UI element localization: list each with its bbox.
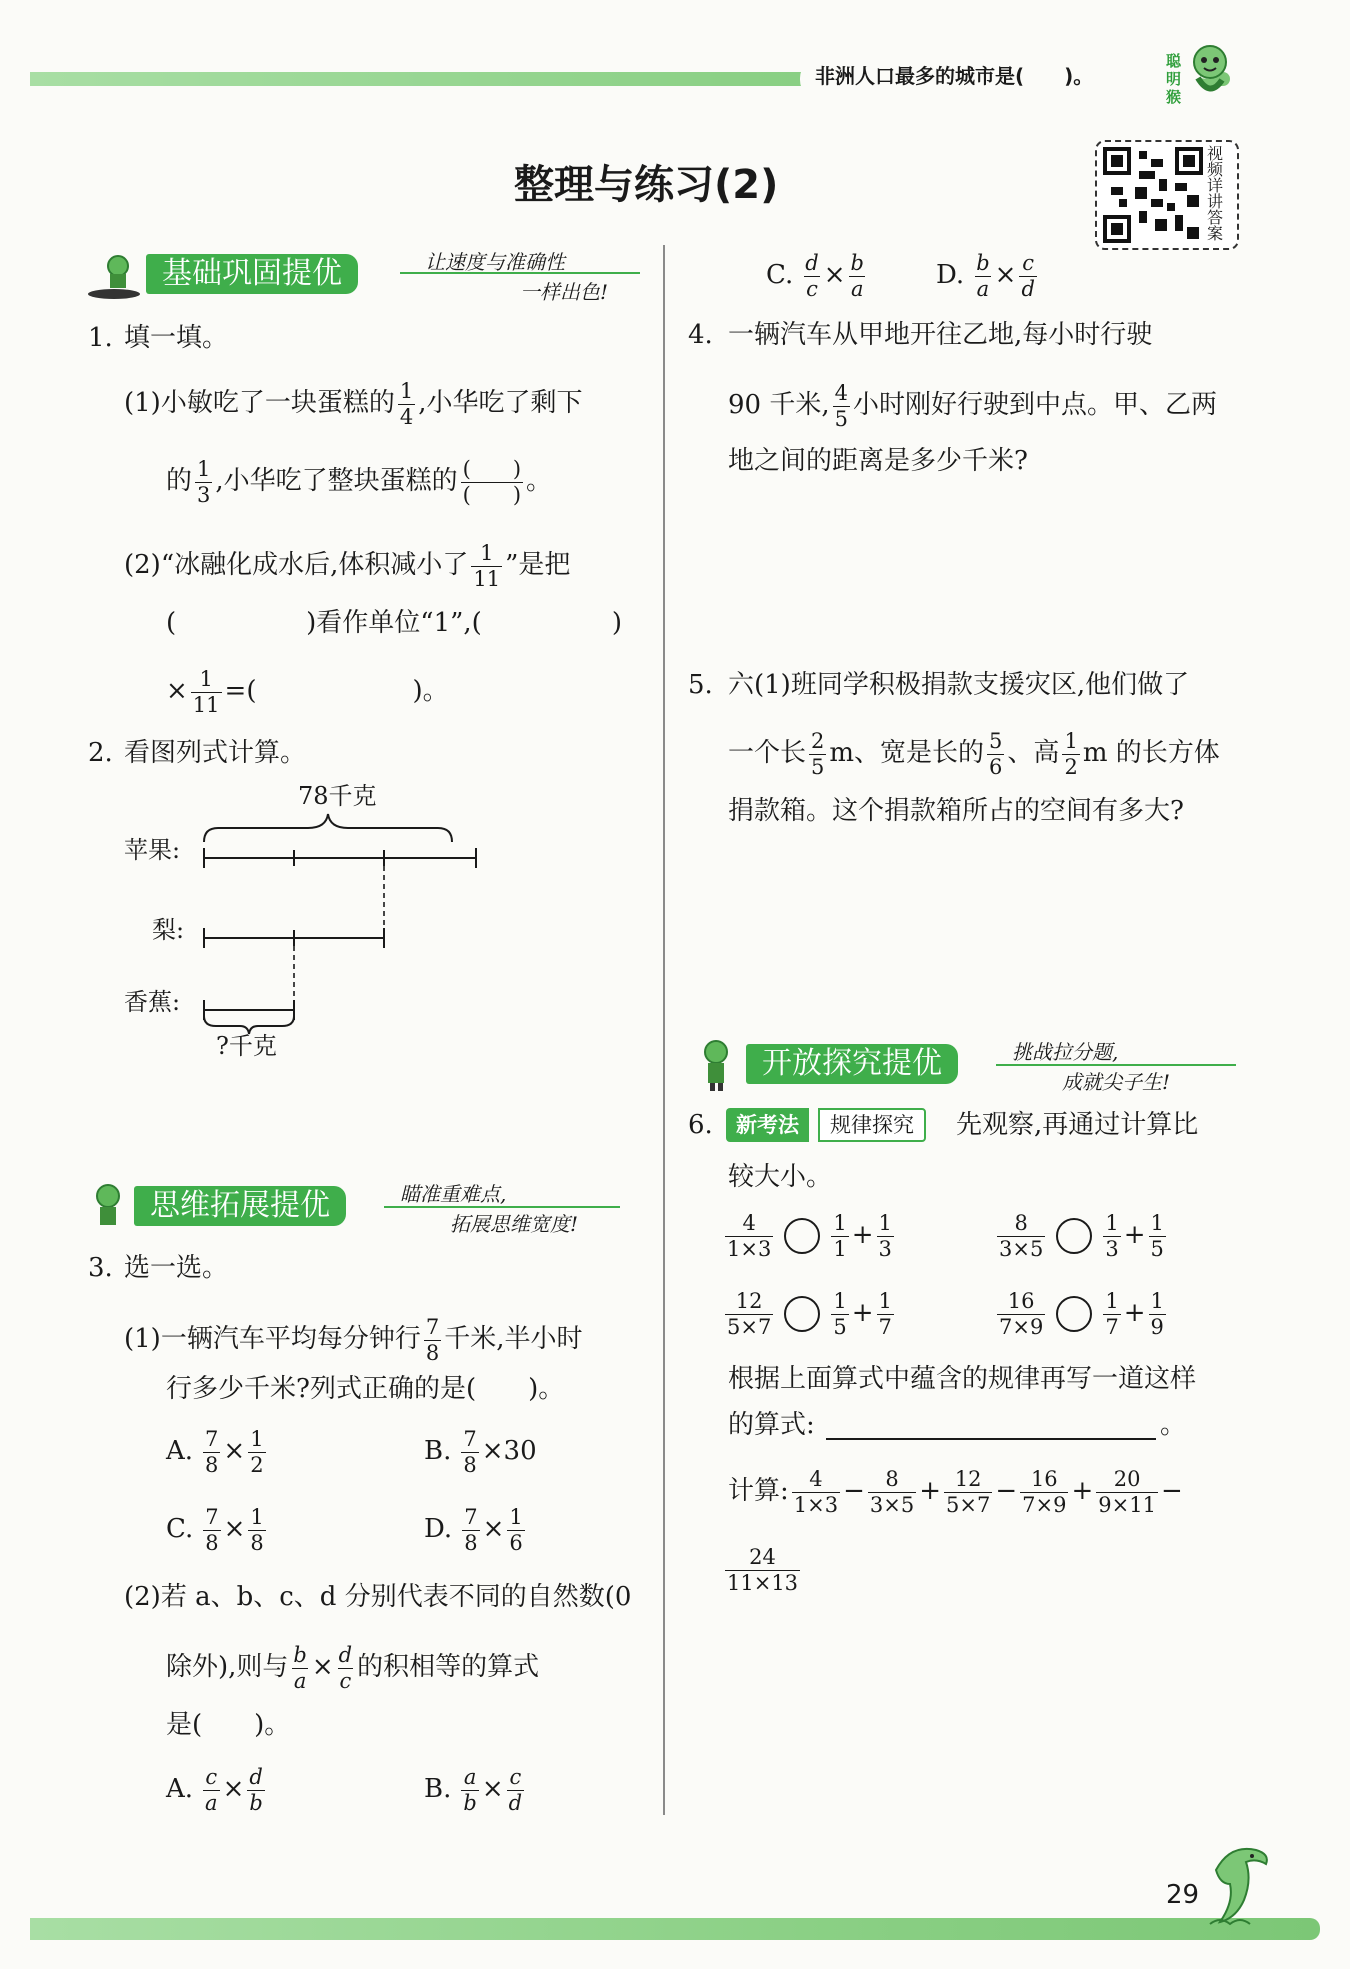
q2-banana-label: 香蕉:: [124, 988, 181, 1016]
denominator: c: [806, 276, 818, 301]
numerator: 1: [1105, 1211, 1119, 1235]
fraction: [461, 1428, 478, 1476]
fraction: [1020, 1468, 1068, 1516]
fraction: [337, 1644, 354, 1692]
denominator: 1: [833, 1236, 847, 1261]
qr-label: 视频详讲答案: [1207, 144, 1224, 243]
fraction: [247, 1766, 264, 1814]
numerator: 5: [989, 729, 1003, 753]
section-3-slogan-2: 成就尖子生!: [1062, 1070, 1171, 1094]
option-letter: B.: [424, 1436, 452, 1467]
q1-part1-line2: [166, 458, 552, 506]
option-letter: D.: [936, 260, 965, 291]
denominator: 7×9: [999, 1314, 1044, 1339]
logo-text: 聪明猴: [1166, 52, 1182, 106]
numerator: 1: [250, 1427, 264, 1451]
denominator: 7×9: [1022, 1492, 1067, 1517]
numerator: 20: [1113, 1467, 1141, 1491]
q3-p1a: (1)一辆汽车平均每分钟行: [124, 1324, 421, 1355]
fraction: [877, 1290, 894, 1338]
numerator: 1: [1064, 729, 1078, 753]
q6-text-2: 较大小。: [728, 1162, 833, 1192]
denominator: 1×3: [727, 1236, 772, 1261]
denominator: 3: [878, 1236, 892, 1261]
denominator: a: [293, 1668, 307, 1693]
numerator: 1: [509, 1505, 523, 1529]
denominator: 3×5: [999, 1236, 1044, 1261]
numerator: 1: [833, 1211, 847, 1235]
fraction: [725, 1212, 773, 1260]
denominator: 8: [205, 1530, 219, 1555]
denominator: c: [339, 1668, 352, 1693]
fraction: [831, 1212, 848, 1260]
denominator: 3×5: [869, 1492, 915, 1517]
q3-part1-line1: [124, 1316, 582, 1364]
denominator: b: [463, 1790, 477, 1815]
denominator: 2: [1064, 754, 1078, 779]
fraction: [987, 730, 1004, 778]
fraction: [248, 1506, 265, 1554]
q6-tag-rule: 规律探究: [818, 1108, 926, 1142]
numerator: 16: [1007, 1289, 1035, 1313]
fraction: [1096, 1468, 1158, 1516]
q4-line1: 一辆汽车从甲地开往乙地,每小时行驶: [728, 320, 1153, 350]
denominator: 8: [464, 1530, 478, 1555]
denominator: a: [205, 1790, 218, 1815]
fraction: [792, 1468, 840, 1516]
minus-sign: −: [995, 1476, 1018, 1507]
numerator: 8: [885, 1467, 899, 1491]
q4-line2: [728, 382, 1217, 430]
compare-circle[interactable]: [784, 1218, 820, 1254]
denominator: d: [508, 1790, 523, 1815]
numerator: 1: [878, 1211, 892, 1235]
q5-line1: 六(1)班同学积极捐款支援灾区,他们做了: [728, 670, 1190, 700]
calc-label: 计算:: [728, 1476, 789, 1507]
denominator: 2: [250, 1452, 264, 1477]
q2-line-diagram: [190, 800, 490, 1040]
q6-number: 6.: [688, 1110, 713, 1140]
fraction: [1149, 1290, 1166, 1338]
q3-part1-line2[interactable]: 行多少千米?列式正确的是( )。: [166, 1374, 565, 1404]
fraction: [944, 1468, 992, 1516]
q6-compare-2: [994, 1212, 1169, 1260]
denominator: 9×11: [1098, 1492, 1156, 1517]
compare-circle[interactable]: [1056, 1218, 1092, 1254]
page-number: 29: [1166, 1880, 1200, 1910]
fraction: [974, 252, 991, 300]
fraction: [291, 1644, 308, 1692]
header-note: 非洲人口最多的城市是( )。: [815, 64, 1094, 88]
numerator: 7: [464, 1505, 478, 1529]
q2-total-label: 78千克: [298, 782, 377, 810]
numerator: c: [509, 1765, 522, 1789]
q3-text: 选一选。: [124, 1253, 229, 1283]
numerator: 1: [197, 457, 211, 481]
denominator: 3: [197, 482, 211, 507]
q5-line2: [728, 730, 1220, 778]
q2-apple-label: 苹果:: [124, 836, 181, 864]
numerator: 1: [1105, 1289, 1119, 1313]
fraction: [507, 1766, 524, 1814]
q4-line2a: 90 千米,: [728, 390, 830, 421]
times-sign: ×: [823, 260, 846, 291]
plus-sign: +: [1123, 1298, 1146, 1329]
q5-line2b: m、宽是长的: [829, 738, 985, 769]
fraction: [868, 1468, 916, 1516]
numerator: b: [293, 1643, 307, 1667]
numerator: 12: [735, 1289, 763, 1313]
q6-calc-line1: [728, 1468, 1183, 1516]
q5-line3: 捐款箱。这个捐款箱所占的空间有多大?: [728, 796, 1184, 826]
fraction: [461, 1766, 478, 1814]
fraction: [1103, 1212, 1120, 1260]
compare-circle[interactable]: [784, 1296, 820, 1332]
section-title-open: 开放探究提优: [746, 1044, 958, 1084]
fraction: [195, 458, 212, 506]
times-sign: ×: [311, 1652, 334, 1683]
minus-sign: −: [1160, 1476, 1183, 1507]
q3-part2-line1: (2)若 a、b、c、d 分别代表不同的自然数(0: [124, 1582, 632, 1612]
section-2-slogan-1: 瞄准重难点,: [400, 1182, 507, 1206]
fraction: [1019, 252, 1036, 300]
denominator: 5×7: [946, 1492, 991, 1517]
denominator: 9: [1150, 1314, 1164, 1339]
denominator: 1×3: [793, 1492, 839, 1517]
times-sign: ×: [166, 676, 188, 707]
numerator: b: [976, 251, 990, 275]
numerator: c: [1022, 251, 1035, 275]
times-sign: ×: [223, 1436, 246, 1467]
denominator: 3: [1105, 1236, 1119, 1261]
q6-compare-1: [722, 1212, 897, 1260]
q3-number: 3.: [88, 1253, 113, 1283]
times-sign: ×: [482, 1514, 505, 1545]
total-brace: [204, 814, 452, 842]
section-1-slogan-2: 一样出色!: [520, 280, 609, 304]
q3-part2-line3[interactable]: 是( )。: [166, 1710, 291, 1740]
q1-part2-line2[interactable]: ( )看作单位“1”,( ): [166, 608, 622, 638]
q1-part2-line3[interactable]: [166, 668, 449, 716]
numerator: 1: [399, 379, 414, 403]
q3-option-b[interactable]: [424, 1428, 537, 1476]
plus-sign: +: [1071, 1476, 1094, 1507]
option-letter: C.: [166, 1514, 194, 1545]
fraction: [1103, 1290, 1120, 1338]
denominator: 8: [205, 1452, 219, 1477]
numerator: a: [463, 1765, 477, 1789]
denominator: 7: [878, 1314, 892, 1339]
times-sign: ×: [223, 1514, 246, 1545]
option-letter: A.: [166, 1436, 194, 1467]
numerator: c: [205, 1765, 218, 1789]
numerator: 2: [811, 729, 825, 753]
dolphin-icon: [1200, 1840, 1280, 1930]
numerator: d: [249, 1765, 263, 1789]
numerator: d: [805, 251, 819, 275]
fraction: [203, 1428, 220, 1476]
plus-sign: +: [1123, 1220, 1146, 1251]
q2-number: 2.: [88, 738, 113, 768]
numerator: d: [338, 1643, 353, 1667]
minus-sign: −: [843, 1476, 865, 1507]
page-title: 整理与练习(2): [514, 162, 779, 208]
fraction: [507, 1506, 524, 1554]
fraction: [725, 1290, 773, 1338]
denominator: b: [249, 1790, 263, 1815]
fraction: [424, 1316, 441, 1364]
fraction: [462, 1506, 479, 1554]
q1-part1-line1: [124, 380, 582, 428]
fraction: [833, 382, 850, 430]
numerator: 7: [205, 1427, 219, 1451]
fraction: [1062, 730, 1079, 778]
fraction: [191, 668, 222, 716]
option-letter: D.: [424, 1514, 453, 1545]
numerator: 24: [749, 1545, 776, 1569]
numerator: 7: [425, 1315, 440, 1339]
denominator: 5: [811, 754, 825, 779]
fraction: [877, 1212, 894, 1260]
denominator: 4: [399, 404, 414, 429]
fraction: [848, 252, 865, 300]
denominator: 8: [250, 1530, 264, 1555]
fraction: [809, 730, 826, 778]
numerator: 1: [1150, 1289, 1164, 1313]
option-letter: A.: [166, 1774, 194, 1805]
section-1-slogan-1: 让速度与准确性: [425, 250, 565, 274]
q3-option-d[interactable]: [424, 1506, 528, 1554]
plus-sign: +: [919, 1476, 942, 1507]
denominator: a: [850, 276, 864, 301]
numerator: b: [850, 251, 864, 275]
q3-option-c[interactable]: [166, 1506, 269, 1554]
times-thirty: ×30: [481, 1436, 537, 1467]
numerator: 4: [809, 1467, 823, 1491]
fraction: [1149, 1212, 1166, 1260]
q1-p1b: ,小华吃了剩下: [418, 388, 583, 419]
numerator: 1: [878, 1289, 892, 1313]
numerator: 7: [463, 1427, 477, 1451]
q1-text: 填一填。: [124, 323, 229, 353]
denominator: d: [1021, 276, 1035, 301]
q6-answer-line[interactable]: [826, 1438, 1156, 1440]
q1-p1d: ,小华吃了整块蛋糕的: [215, 466, 458, 497]
numerator: 7: [205, 1505, 219, 1529]
q5-number: 5.: [688, 670, 713, 700]
section-title-basic: 基础巩固提优: [146, 254, 358, 294]
numerator: 16: [1030, 1467, 1058, 1491]
q2-unknown-label: ?千克: [216, 1032, 277, 1060]
q1-p1c: 的: [166, 466, 193, 497]
q3-p2b: 除外),则与: [166, 1652, 289, 1683]
q1-p2b: ”是把: [505, 550, 571, 581]
times-sign: ×: [481, 1774, 504, 1805]
denominator: a: [976, 276, 990, 301]
q1-p2e: =( )。: [224, 676, 449, 707]
numerator: 1: [833, 1289, 847, 1313]
denominator: 5: [1150, 1236, 1164, 1261]
fraction: [997, 1290, 1045, 1338]
q2-pear-label: 梨:: [152, 916, 185, 944]
answer-blank-fraction[interactable]: [461, 458, 523, 506]
q6-compare-3: [722, 1290, 897, 1338]
q3-p2c: 的积相等的算式: [357, 1652, 540, 1683]
denominator: ( ): [462, 482, 522, 507]
denominator: 6: [509, 1530, 523, 1555]
compare-circle[interactable]: [1056, 1296, 1092, 1332]
fraction: [203, 1506, 220, 1554]
numerator: 4: [834, 381, 848, 405]
denominator: 5: [833, 1314, 847, 1339]
denominator: 11: [473, 566, 501, 591]
numerator: ( ): [462, 457, 522, 481]
fraction: [803, 252, 820, 300]
q6-rule-line2: 的算式:: [728, 1410, 815, 1440]
q6-rule-end: 。: [1160, 1410, 1187, 1440]
denominator: 11×13: [727, 1570, 799, 1595]
numerator: 1: [250, 1505, 264, 1529]
numerator: 8: [1014, 1211, 1028, 1235]
footer-bar: [30, 1918, 1320, 1940]
q4-line3: 地之间的距离是多少千米?: [728, 446, 1028, 476]
q6-tag-new: 新考法: [726, 1108, 809, 1142]
numerator: 4: [742, 1211, 756, 1235]
q6-rule-line1: 根据上面算式中蕴含的规律再写一道这样: [728, 1364, 1197, 1394]
fraction: [831, 1290, 848, 1338]
q4-number: 4.: [688, 320, 713, 350]
q3-p1b: 千米,半小时: [444, 1324, 583, 1355]
q3-2-option-b[interactable]: [424, 1766, 527, 1814]
denominator: 5×7: [727, 1314, 772, 1339]
section-title-thinking: 思维拓展提优: [134, 1186, 346, 1226]
q5-line2a: 一个长: [728, 738, 807, 769]
fraction: [248, 1428, 265, 1476]
q3-2-option-d[interactable]: [936, 252, 1040, 300]
mascot-thinker-icon: [86, 1180, 132, 1230]
q1-p2a: (2)“冰融化成水后,体积减小了: [124, 550, 469, 581]
q1-p1a: (1)小敏吃了一块蛋糕的: [124, 388, 395, 419]
times-sign: ×: [994, 260, 1017, 291]
option-letter: B.: [424, 1774, 452, 1805]
denominator: 8: [425, 1340, 440, 1365]
q3-2-option-c[interactable]: [766, 252, 869, 300]
option-letter: C.: [766, 260, 794, 291]
q6-text-1: 先观察,再通过计算比: [956, 1110, 1199, 1140]
fraction: [203, 1766, 220, 1814]
q5-line2d: m 的长方体: [1082, 738, 1220, 769]
fraction: [471, 542, 502, 590]
plus-sign: +: [851, 1220, 874, 1251]
times-sign: ×: [222, 1774, 245, 1805]
q3-option-a[interactable]: [166, 1428, 269, 1476]
q2-text: 看图列式计算。: [124, 738, 307, 768]
numerator: 12: [954, 1467, 982, 1491]
fraction: [725, 1546, 800, 1594]
numerator: 1: [1150, 1211, 1164, 1235]
q1-part2-line1: [124, 542, 570, 590]
denominator: 6: [989, 754, 1003, 779]
numerator: 1: [199, 667, 213, 691]
q6-calc-line2: [722, 1546, 803, 1594]
q3-2-option-a[interactable]: [166, 1766, 268, 1814]
q5-line2c: 、高: [1007, 738, 1060, 769]
plus-sign: +: [851, 1298, 874, 1329]
fraction: [398, 380, 415, 428]
section-2-slogan-2: 拓展思维宽度!: [450, 1212, 579, 1236]
q1-number: 1.: [88, 323, 113, 353]
fraction: [997, 1212, 1045, 1260]
denominator: 7: [1105, 1314, 1119, 1339]
q4-line2b: 小时刚好行驶到中点。甲、乙两: [853, 390, 1218, 421]
banana-brace: [204, 1016, 294, 1034]
q6-compare-4: [994, 1290, 1169, 1338]
numerator: 1: [480, 541, 494, 565]
denominator: 11: [192, 692, 220, 717]
section-3-slogan-1: 挑战拉分题,: [1012, 1040, 1119, 1064]
mascot-skater-icon: [84, 252, 144, 300]
q3-part2-line2: [166, 1644, 539, 1692]
denominator: 8: [463, 1452, 477, 1477]
qr-code[interactable]: [1095, 140, 1239, 250]
mascot-explorer-icon: [692, 1036, 742, 1092]
column-divider: [663, 245, 665, 1815]
denominator: 5: [834, 406, 848, 431]
q1-p1e: 。: [526, 466, 553, 497]
